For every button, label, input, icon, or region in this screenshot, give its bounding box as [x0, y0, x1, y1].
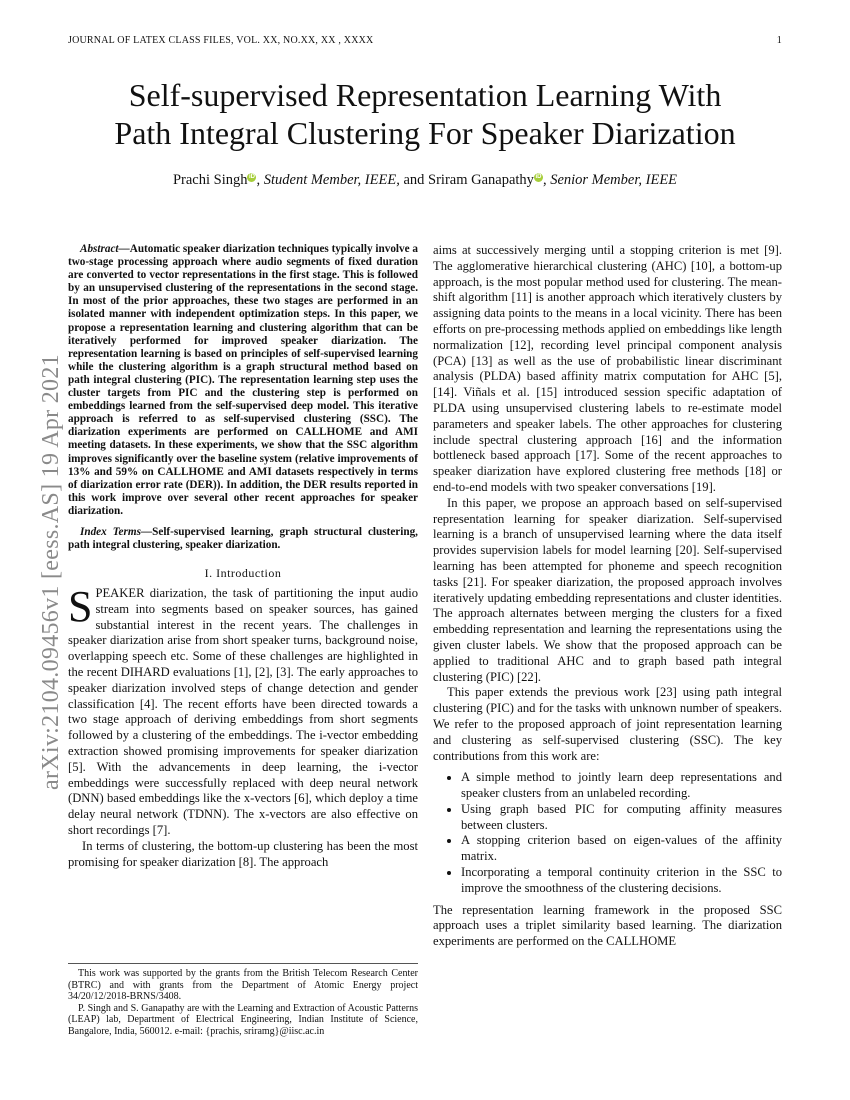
orcid-icon[interactable]: iD — [248, 174, 255, 181]
abstract-label: Abstract— — [80, 243, 130, 255]
index-terms-label: Index Terms— — [80, 525, 153, 538]
paper-title — [60, 76, 790, 152]
arxiv-stamp: arXiv:2104.09456v1 [eess.AS] 19 Apr 2021 — [38, 354, 64, 790]
abstract — [68, 243, 418, 518]
author-1-role: Student Member, IEEE, — [263, 172, 400, 188]
abstract-text: Automatic speaker diarization techniques typically involve a two-stage processing approach where audio segments of fixed duration are converted to vector representations in the first stage. This is followed by an unsupervised clustering of the representations in the second stage. In most of the prior approaches, these two stages are performed in an isolated manner with independent optimization steps. In this paper, we propose a representation learning and clustering algorithm that can be iteratively performed for improved speaker diarization. The representation learning is based on principles of self-supervised learning while the clustering algorithm is a graph structural method based on path integral clustering (PIC). The representation learning step uses the cluster targets from PIC and the clustering step is performed on embeddings learned from the self-supervised deep model. This iterative approach is referred to as self-supervised clustering (SSC). The diarization experiments are performed on CALLHOME and AMI meeting datasets. In these experiments, we show that the SSC algorithm improves significantly over the baseline system (relative improvements of 13% and 59% on CALLHOME and AMI datasets respectively in terms of diarization error rate (DER)). In addition, the DER results reported in this work improve over several other recent approaches for speaker diarization. — [68, 243, 418, 517]
right-paragraph-4: The representation learning framework in the proposed SSC approach uses a triplet similarity based learning. The diarization experiments are performed on the CALLHOME — [433, 902, 782, 949]
contributions-list — [433, 770, 782, 896]
drop-cap: S — [68, 581, 93, 631]
right-paragraph-2: In this paper, we propose an approach based on self-supervised representation learning for speaker diarization. Self-supervised learning is a branch of unsupervised learning where the data itself provides supervision labels for model learning [20]. Self-supervised learning has been attempted for phoneme and speech recognition tasks [21]. For speaker diarization, the proposed approach involves iteratively updating embedding representations and cluster identities. The approach alternates between merging the clusters for a fixed embedding representation and learning the representations using the given cluster labels. We show that the proposed approach can be applied to traditional AHC and to graph based path integral clustering (PIC) [22]. — [433, 495, 782, 684]
orcid-icon[interactable]: iD — [535, 174, 542, 181]
author-1: Prachi Singh — [172, 172, 248, 188]
right-paragraph-1: aims at successively merging until a stopping criterion is met [9]. The agglomerative hierarchical clustering (AHC) [10], a bottom-up approach, is the most popular method used for clustering. The mean-shift algorithm [11] is another approach which iteratively clusters by assigning data points to the means in a local vicinity. There has been efforts on pre-processing methods applied on embeddings like length normalization [12], recording level principal component analysis (PCA) [13] as well as the use of probabilistic linear discriminant analysis (PLDA) based affinity matrix computation for AHC [5], [14]. Viñals et al. [15] introduced session specific adaptation of PLDA using unsupervised clustering labels to re-estimate model parameters and speaker labels. The other approaches for clustering include spectral clustering approach [16] and the information bottleneck based approach [17]. Some of the recent approaches to speaker diarization have explored clustering free methods [18] or end-to-end models with two speaker conversations [19]. — [433, 243, 782, 494]
footnote-funding: This work was supported by the grants from the British Telecom Research Center (BTRC) and with grants from the Department of Atomic Energy project 34/20/12/2018-BRNS/3408. — [68, 968, 418, 1002]
list-item: • Incorporating a temporal continuity criterion in the SSC to improve the smoothness of the clustering decisions. — [461, 865, 782, 897]
index-terms-text: Self-supervised learning, graph structural clustering, path integral clustering, speaker diarization. — [68, 525, 418, 552]
title-line-2: Path Integral Clustering For Speaker Diarization — [114, 115, 736, 151]
running-header — [68, 35, 782, 46]
page-number: 1 — [776, 35, 782, 46]
title-line-1: Self-supervised Representation Learning With — [128, 77, 722, 113]
author-line: Prachi Singh iD , Student Member, IEEE, and Sriram Ganapathy iD , Senior Member, IEEE — [172, 172, 678, 188]
right-paragraph-3: This paper extends the previous work [23] using path integral clustering (PIC) and for the tasks with unknown number of speakers. We refer to the proposed approach of joint representation learning and clustering as self-supervised clustering (SSC). The key contributions from this work are: — [433, 685, 782, 763]
section-heading: I. Introduction — [204, 566, 282, 581]
author-2: and Sriram Ganapathy — [403, 172, 534, 188]
author-2-role: Senior Member, IEEE — [550, 172, 678, 188]
right-column — [433, 243, 782, 950]
index-terms — [68, 526, 418, 552]
journal-name: JOURNAL OF LATEX CLASS FILES, VOL. XX, NO.XX, XX , XXXX — [68, 35, 374, 46]
intro-paragraph-1: SPEAKER diarization, the task of partitioning the input audio stream into segments based on speaker sources, has gained substantial interest in the recent years. The challenges in speaker diarization arise from short speaker turns, background noise, overlapping speech etc. Some of these challenges are highlighted in the recent DIHARD evaluations [1], [2], [3]. The early approaches to speaker diarization involved steps of change detection and gender classification [4]. The recent efforts have been directed towards a two stage approach of deriving embeddings from short segments followed by a clustering of the embeddings. The i-vector embedding extraction showed promising improvements for speaker diarization [5]. With the advancements in deep learning, the i-vector embeddings were successfully replaced with deep neural network (DNN) based embeddings like the x-vectors [6], which deploy a time delay neural network (TDNN). The x-vectors are also effective on short recordings [7]. — [68, 581, 418, 837]
left-column — [68, 243, 418, 870]
footnote-affiliation: P. Singh and S. Ganapathy are with the Learning and Extraction of Acoustic Patterns (LEAP) lab, Department of Electrical Engineering, Indian Institute of Science, Bangalore, India, 560012. e-mail: {prachis, sriramg}@iisc.ac.in — [68, 1002, 418, 1037]
list-item: • Using graph based PIC for computing affinity measures between clusters. — [461, 802, 782, 834]
footnote — [68, 963, 418, 1037]
intro-paragraph-2: In terms of clustering, the bottom-up clustering has been the most promising for speaker diarization [8]. The approach — [68, 838, 418, 869]
list-item: • A stopping criterion based on eigen-values of the affinity matrix. — [461, 833, 782, 865]
list-item: • A simple method to jointly learn deep representations and speaker clusters from an unlabeled recording. — [461, 770, 782, 802]
